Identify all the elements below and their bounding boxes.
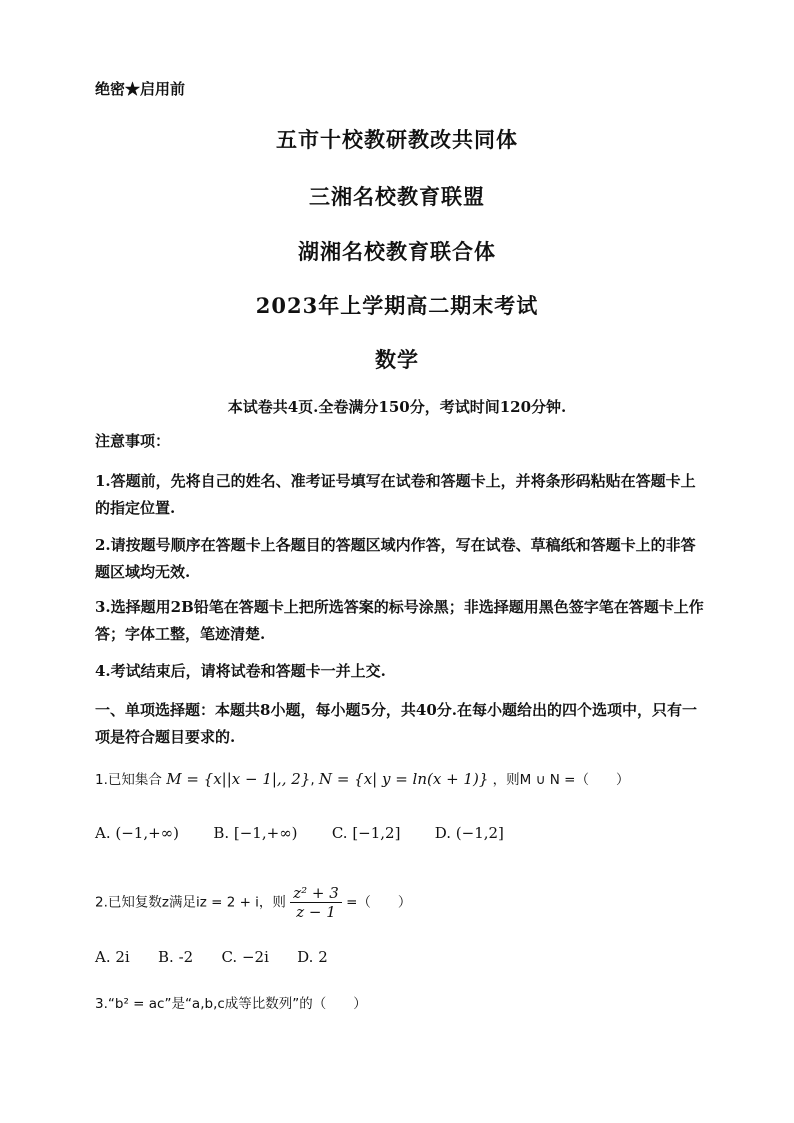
note-item-3: 3.选择题用2B铅笔在答题卡上把所选答案的标号涂黑；非选择题用黑色签字笔在答题卡上作答；字体工整，笔迹清楚. — [95, 598, 704, 643]
confidential-label: 绝密★启用前 — [95, 80, 186, 98]
q2-fraction-denominator: z − 1 — [296, 903, 336, 921]
q1-option-c: C. [−1,2] — [331, 824, 401, 842]
q2-suffix: =（ ） — [346, 894, 412, 911]
subject-title: 数学 — [375, 347, 419, 372]
q2-fraction-numerator: z² + 3 — [290, 884, 342, 903]
title-line-4: 2023年上学期高二期末考试 — [255, 293, 539, 318]
q1-option-a: A. (−1,+∞) — [95, 824, 180, 842]
q1-set-n: N = {x| y = ln(x + 1)} — [318, 770, 489, 788]
q2-option-b: B. -2 — [158, 948, 194, 966]
q1-set-m: M = {x||x − 1|,, 2} — [166, 770, 311, 788]
note-item-4: 4.考试结束后，请将试卷和答题卡一并上交. — [95, 662, 386, 680]
q2-prefix: 2.已知复数z满足iz = 2 + i，则 — [95, 894, 286, 911]
section-heading: 一、单项选择题：本题共8小题，每小题5分，共40分.在每小题给出的四个选项中，只有一项是符合题目要求的. — [95, 701, 697, 746]
exam-info: 本试卷共4页.全卷满分150分，考试时间120分钟. — [227, 398, 567, 416]
question-2 — [95, 884, 715, 921]
q2-fraction — [290, 884, 342, 921]
question-1: 1.已知集合 M = {x||x − 1|,, 2}, N = {x| y = ln(x + 1)} ，则M ∪ N =（ ） — [95, 770, 630, 788]
q1-prefix: 1.已知集合 — [95, 772, 162, 788]
q2-option-c: C. −2i — [221, 948, 269, 966]
question-1-options — [95, 822, 715, 845]
q1-option-d: D. (−1,2] — [434, 824, 504, 842]
notes-heading: 注意事项： — [95, 432, 171, 450]
question-2-options — [95, 946, 715, 969]
note-item-2: 2.请按题号顺序在答题卡上各题目的答题区域内作答，写在试卷、草稿纸和答题卡上的非答题区域均无效. — [95, 536, 696, 581]
q1-option-b: B. [−1,+∞) — [213, 824, 298, 842]
q1-suffix: ，则M ∪ N =（ ） — [492, 772, 630, 788]
note-item-1: 1.答题前，先将自己的姓名、准考证号填写在试卷和答题卡上，并将条形码粘贴在答题卡上的指定位置. — [95, 472, 696, 517]
q2-option-a: A. 2i — [95, 948, 130, 966]
title-line-3: 湖湘名校教育联合体 — [298, 239, 496, 264]
q2-option-d: D. 2 — [297, 948, 328, 966]
question-3: 3.“b² = ac”是“a,b,c成等比数列”的（ ） — [95, 996, 367, 1012]
title-line-2: 三湘名校教育联盟 — [309, 184, 485, 209]
title-line-1: 五市十校教研教改共同体 — [276, 127, 518, 152]
